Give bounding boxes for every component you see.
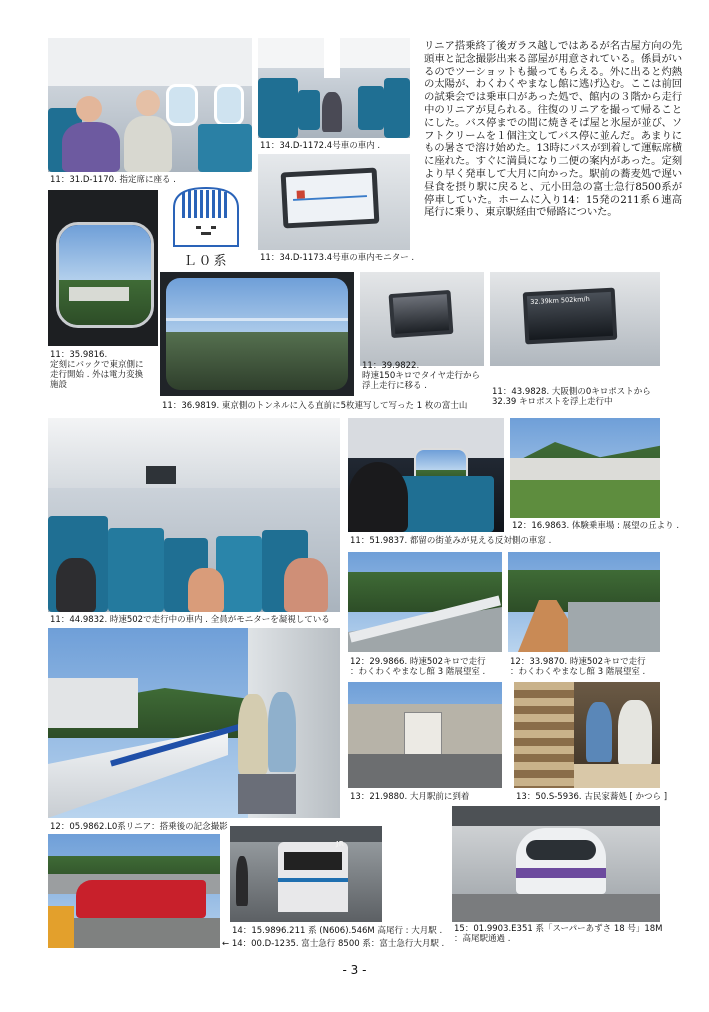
caption-7 xyxy=(492,387,651,407)
jr-mark: JR xyxy=(336,840,344,848)
page-number: - 3 - xyxy=(342,963,367,977)
l0-train-logo xyxy=(168,186,244,269)
caption-4 xyxy=(50,350,160,390)
caption-4-line-1: 11：35.9816. xyxy=(50,350,108,360)
l0-logo-label: Ｌ０系 xyxy=(183,254,229,269)
caption-6 xyxy=(362,361,480,391)
photo-opposite-window xyxy=(348,418,504,532)
caption-13: 12：05.9862.L0系リニア：搭乗後の記念撮影 xyxy=(50,822,228,832)
caption-6-line-3: 浮上走行に移る . xyxy=(362,381,427,391)
caption-12 xyxy=(510,657,646,677)
caption-14: 13：21.9880. 大月駅前に到着 xyxy=(350,792,470,802)
photo-hill-view xyxy=(510,418,660,518)
caption-3: 11：34.D-1173.4号車の車内モニター . xyxy=(260,253,415,263)
photo-211-series xyxy=(230,826,382,922)
photo-fuji-window xyxy=(160,272,354,396)
caption-12-line-2: ：わくわくやまなし館 3 階展望室 . xyxy=(510,667,646,677)
photo-couple-seated xyxy=(48,38,252,172)
photo-car-monitor xyxy=(258,154,410,250)
photo-interior-502 xyxy=(48,418,340,612)
caption-9: 11：51.9837. 都留の街並みが見える反対側の車窓 . xyxy=(350,536,552,546)
caption-7-line-2: 32.39 キロポストを浮上走行中 xyxy=(492,397,613,407)
caption-6-line-1: 11：39.9822. xyxy=(362,361,420,371)
caption-10: 12：16.9863. 体験乗車場 : 展望の丘より . xyxy=(512,521,680,531)
caption-6-line-2: 時速150キロでタイヤ走行から xyxy=(362,371,481,381)
photo-window-substation xyxy=(48,190,158,346)
caption-5: 11：36.9819. 東京側のトンネルに入る直前に5枚連写して写った 1 枚の富士山 xyxy=(162,401,468,411)
caption-11-line-2: ：わくわくやまなし館 3 階展望室 . xyxy=(350,667,486,677)
photo-monitor-502 xyxy=(490,272,660,366)
photo-e351-azusa xyxy=(452,806,660,922)
caption-17: ← 14：00.D-1235. 富士急行 8500 系：富士急行大月駅 . xyxy=(222,939,445,949)
caption-8: 11：44.9832. 時速502で走行中の車内 . 全員がモニターを凝視している xyxy=(50,615,330,625)
caption-1: 11：31.D-1170. 指定席に座る . xyxy=(50,175,176,185)
photo-monitor-150 xyxy=(360,272,484,366)
photo-maglev-running-2 xyxy=(508,552,660,652)
photo-car-interior xyxy=(258,38,410,138)
monitor-speed-readout: 32.39km 502km/h xyxy=(530,294,590,307)
caption-11-line-1: 12：29.9866. 時速502キロで走行 xyxy=(350,657,486,667)
photo-maglev-running-1 xyxy=(348,552,502,652)
photo-fujikyu-8500 xyxy=(48,834,220,948)
article-body-text: リニア搭乗終了後ガラス越しではあるが名古屋方向の先頭車と記念撮影出来る部屋が用意されている。係員がいるのでツーショットも撮ってもらえる。外に出ると灼熱の太陽が、わくわくやまなし館に逃げ込む。ここは前回の試乗会では乗車口があった処で、館内の３階から走行中のリニアが見られる。往復のリニアを撮って帰ることにした。バス停までの間に焼きそば屋と氷屋が並び、ソフトクリームを１個注文してバス停に並んだ。あまりにもの暑さで溶け始めた。13時にバスが到着して運転席横に座れた。すぐに満員になり二便の案内があった。定刻より早く発車して大月に向かった。駅前の蕎麦処で遅い昼食を摂り駅に戻ると、元小田急の富士急行8500系が停車していた。ホームに入り14：15発の211系６連高尾行に乗り、東京駅経由で帰路についた。 xyxy=(424,40,682,219)
caption-4-line-2: 定刻にバックで東京側に xyxy=(50,360,144,370)
photo-l0-commemorative xyxy=(48,628,340,818)
l0-nose-icon xyxy=(168,186,244,248)
caption-18 xyxy=(454,924,663,944)
caption-16: 14：15.9896.211 系 (N606).546M 高尾行 : 大月駅 . xyxy=(232,926,443,936)
caption-15: 13：50.S-5936. 古民家蕎処 [ かつら ] xyxy=(516,792,668,802)
caption-18-line-2: ：高尾駅通過 . xyxy=(454,934,511,944)
caption-12-line-1: 12：33.9870. 時速502キロで走行 xyxy=(510,657,646,667)
caption-4-line-3: 走行開始 . 外は電力変換 xyxy=(50,370,144,380)
caption-18-line-1: 15：01.9903.E351 系「スーパーあずさ 18 号」18M xyxy=(454,924,663,934)
caption-7-line-1: 11：43.9828. 大阪側の0キロポストから xyxy=(492,387,651,397)
caption-2: 11：34.D-1172.4号車の車内 . xyxy=(260,141,381,151)
photo-soba-shop xyxy=(514,682,660,788)
caption-11 xyxy=(350,657,486,677)
caption-4-line-4: 施設 xyxy=(50,380,68,390)
photo-otsuki-station xyxy=(348,682,502,788)
